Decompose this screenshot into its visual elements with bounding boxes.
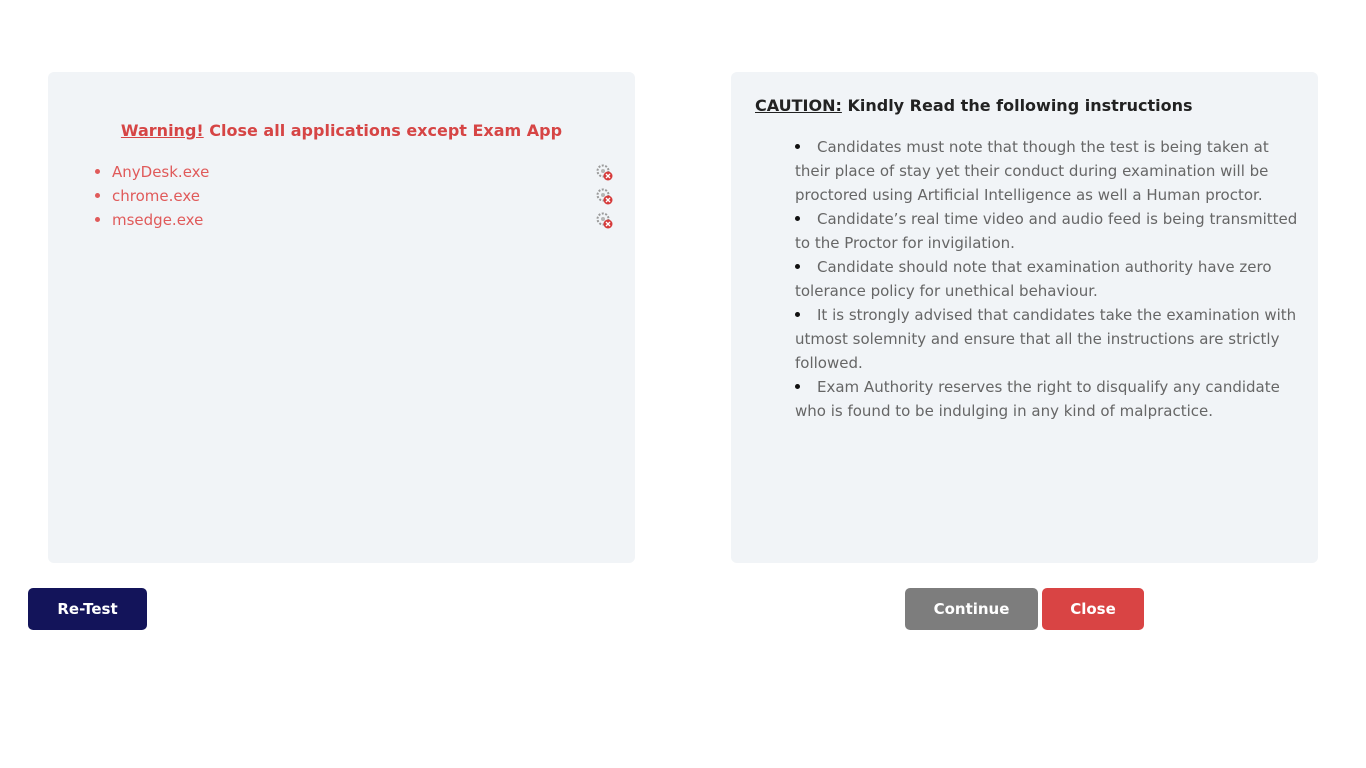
instruction-text: Candidates must note that though the test is being taken at their place of stay yet their conduct during examination will be proctored using Artificial Intelligence as well a Human proctor. [795,138,1269,204]
close-process-icon[interactable] [596,188,614,206]
warning-heading [48,121,635,140]
bullet-icon [795,264,800,269]
bullet-icon [95,217,100,222]
caution-label: CAUTION: [755,96,842,115]
instruction-item [795,255,1299,303]
bullet-icon [95,169,100,174]
instruction-text: Candidate should note that examination authority have zero tolerance policy for unethical behaviour. [795,258,1272,300]
process-name: chrome.exe [112,187,200,205]
bullet-icon [795,144,800,149]
continue-button[interactable]: Continue [905,588,1038,630]
instructions-list [795,135,1299,423]
warning-panel [48,72,635,563]
instruction-text: Exam Authority reserves the right to disqualify any candidate who is found to be indulging in any kind of malpractice. [795,378,1280,420]
process-name: msedge.exe [112,211,204,229]
retest-button[interactable]: Re-Test [28,588,147,630]
caution-text: Kindly Read the following instructions [841,96,1193,115]
caution-heading [755,96,1193,115]
close-process-icon[interactable] [596,212,614,230]
process-item [92,160,614,184]
process-name: AnyDesk.exe [112,163,210,181]
bullet-icon [795,312,800,317]
close-button[interactable]: Close [1042,588,1144,630]
warning-label: Warning! [120,121,204,140]
instruction-text: It is strongly advised that candidates take the examination with utmost solemnity and ensure that all the instructions are strictly followed. [795,306,1297,372]
process-item [92,208,614,232]
process-item [92,184,614,208]
bullet-icon [795,384,800,389]
caution-panel [731,72,1318,563]
bullet-icon [795,216,800,221]
bullet-icon [95,193,100,198]
instruction-text: Candidate’s real time video and audio feed is being transmitted to the Proctor for invigilation. [795,210,1298,252]
instruction-item [795,135,1299,207]
instruction-item [795,207,1299,255]
instruction-item [795,375,1299,423]
running-process-list [92,160,614,232]
close-process-icon[interactable] [596,164,614,182]
warning-text: Close all applications except Exam App [203,121,563,140]
instruction-item [795,303,1299,375]
